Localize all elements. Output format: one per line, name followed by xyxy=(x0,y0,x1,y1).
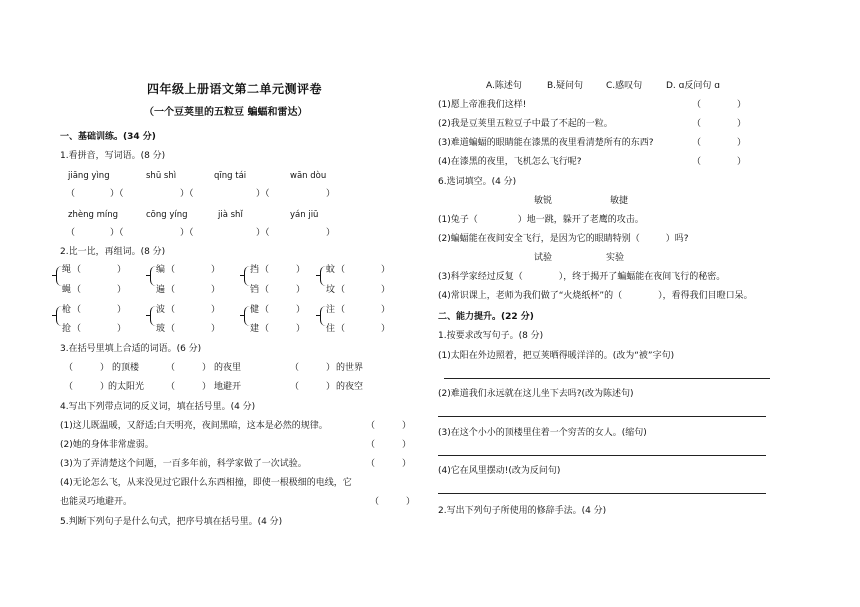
char: 住 xyxy=(326,324,336,334)
char: 铛 xyxy=(250,285,260,295)
rewrite-item-4: (4)它在风里摆动!(改为反问句) xyxy=(438,466,561,476)
answer-line[interactable] xyxy=(438,416,766,417)
pinyin: zhèng míng xyxy=(68,210,118,220)
q5-item-4: (4)在漆黑的夜里，飞机怎么飞行呢? xyxy=(438,157,582,167)
char: 坟 xyxy=(326,285,336,295)
word-choice: 敏锐 xyxy=(534,196,553,206)
q5-item-2: (2)我是豆荚里五粒豆子中最了不起的一粒。 xyxy=(438,119,613,129)
section-1-heading: 一、基础训练。(34 分) xyxy=(60,132,156,142)
rewrite-item-2: (2)难道我们永远就在这儿坐下去吗?(改为陈述句) xyxy=(438,389,634,399)
word-choice: 实验 xyxy=(606,253,625,263)
q6-item-2: (2)蝙蝠能在夜间安全飞行，是因为它的眼睛特别（ ）吗? xyxy=(438,234,689,244)
answer-blank[interactable]: （ ） xyxy=(370,497,416,507)
question-2: 2.比一比，再组词。(8 分) xyxy=(60,247,166,257)
answer-blank[interactable]: （ ） xyxy=(72,285,127,295)
q4-item-3: (3)为了弄清楚这个问题，一百多年前，科学家做了一次试验。 xyxy=(60,459,307,469)
char: 注 xyxy=(326,305,336,315)
q6-item-3: (3)科学家经过反复（ ），终于揭开了蝙蝠能在夜间飞行的秘密。 xyxy=(438,272,726,282)
word-choice: 敏捷 xyxy=(610,196,629,206)
answer-blank[interactable]: （ ） xyxy=(64,382,110,392)
rewrite-item-1: (1)太阳在外边照着，把豆荚晒得暖洋洋的。(改为“被”字句) xyxy=(438,351,675,361)
q4-item-2: (2)她的身体非常虚弱。 xyxy=(60,440,154,450)
page-title: 四年级上册语文第二单元测评卷 xyxy=(147,82,323,96)
answer-blank[interactable]: （ ） xyxy=(336,305,391,315)
pinyin: jiāng yìng xyxy=(68,171,110,181)
question-1: 1.看拼音，写词语。(8 分) xyxy=(60,151,166,161)
answer-blank[interactable]: （ ） xyxy=(72,305,127,315)
page-subtitle: （一个豆荚里的五粒豆 蝙蝠和雷达） xyxy=(144,107,308,118)
question-4: 4.写出下列带点词的反义词，填在括号里。(4 分) xyxy=(60,402,256,412)
section-2-heading: 二、能力提升。(22 分) xyxy=(438,312,534,322)
rewrite-question: 1.按要求改写句子。(8 分) xyxy=(438,331,544,341)
answer-blank[interactable]: （ ） xyxy=(366,421,412,431)
rewrite-item-3: (3)在这个小小的顶楼里住着一个穷苦的女人。(缩句) xyxy=(438,428,647,438)
answer-line[interactable] xyxy=(444,378,770,379)
char: 建 xyxy=(250,324,260,334)
option-a: A.陈述句 xyxy=(486,81,522,91)
answer-blank[interactable]: ）（ xyxy=(256,189,270,199)
option-b: B.疑问句 xyxy=(547,81,584,91)
char: 遍 xyxy=(156,285,166,295)
char: 蝇 xyxy=(62,285,72,295)
answer-blank[interactable]: （ ） xyxy=(692,100,747,110)
question-3: 3.在括号里填上合适的词语。(6 分) xyxy=(60,344,202,354)
char: 波 xyxy=(156,305,166,315)
q5-item-3: (3)难道蝙蝠的眼睛能在漆黑的夜里看清楚所有的东西? xyxy=(438,138,654,148)
pinyin: shū shì xyxy=(146,171,177,181)
option-c: C.感叹句 xyxy=(606,81,643,91)
answer-blank[interactable]: （ xyxy=(66,228,76,238)
fill-word: 的顶楼 xyxy=(112,363,140,373)
fill-word: 的夜空 xyxy=(336,382,364,392)
answer-blank[interactable]: （ ） xyxy=(336,285,391,295)
char: 健 xyxy=(250,305,260,315)
answer-blank[interactable]: （ ） xyxy=(166,305,221,315)
q4-item-1: (1)这儿既温暖，又舒适;白天明亮，夜间黑暗，这本是必然的规律。 xyxy=(60,421,328,431)
char: 抢 xyxy=(62,324,72,334)
answer-blank[interactable]: （ ） xyxy=(260,265,306,275)
answer-blank[interactable]: （ xyxy=(66,189,76,199)
question-6: 6.选词填空。(4 分) xyxy=(438,177,517,187)
option-d: D. ɑ反问句 ɑ xyxy=(666,81,720,91)
answer-blank[interactable]: ）（ xyxy=(180,189,194,199)
answer-blank[interactable]: （ ） xyxy=(692,119,747,129)
q6-item-4: (4)常识课上，老师为我们做了“火烧纸杯”的（ ），看得我们目瞪口呆。 xyxy=(438,291,753,301)
pinyin: cōng yíng xyxy=(146,210,188,220)
fill-word: 的夜里 xyxy=(214,363,242,373)
answer-blank[interactable]: ）（ xyxy=(256,228,270,238)
answer-blank[interactable]: （ ） xyxy=(366,440,412,450)
answer-blank[interactable]: （ ） xyxy=(692,157,747,167)
answer-blank[interactable]: （ ） xyxy=(290,363,336,373)
q5-item-1: (1)愿上帝准我们这样! xyxy=(438,100,527,110)
char: 编 xyxy=(156,265,166,275)
fill-word: 的世界 xyxy=(336,363,364,373)
q6-item-1: (1)兔子（ ）地一跳，躲开了老鹰的攻击。 xyxy=(438,215,644,225)
answer-blank[interactable]: ）（ xyxy=(110,228,124,238)
answer-blank[interactable]: （ ） xyxy=(166,285,221,295)
answer-blank[interactable]: （ ） xyxy=(166,324,221,334)
answer-blank[interactable]: （ ） xyxy=(166,382,212,392)
q4-item-4-cont: 也能灵巧地避开。 xyxy=(60,497,133,507)
answer-line[interactable] xyxy=(438,493,766,494)
answer-blank[interactable]: （ ） xyxy=(72,265,127,275)
answer-blank[interactable]: ）（ xyxy=(180,228,194,238)
pinyin: yán jiū xyxy=(290,210,319,220)
pinyin: jià shǐ xyxy=(218,210,243,220)
fill-word: 的太阳光 xyxy=(108,382,145,392)
rhetoric-question: 2.写出下列句子所使用的修辞手法。(4 分) xyxy=(438,506,607,516)
answer-blank[interactable]: （ ） xyxy=(166,363,212,373)
char: 绳 xyxy=(62,265,72,275)
word-choice: 试验 xyxy=(534,253,553,263)
answer-blank: ）（ xyxy=(110,189,124,199)
char: 挡 xyxy=(250,265,260,275)
answer-blank[interactable]: （ ） xyxy=(336,324,391,334)
answer-line[interactable] xyxy=(438,455,766,456)
char: 枪 xyxy=(62,305,72,315)
question-5: 5.判断下列句子是什么句式，把序号填在括号里。(4 分) xyxy=(60,517,283,527)
answer-blank[interactable]: （ ） xyxy=(166,265,221,275)
answer-blank[interactable]: （ ） xyxy=(260,324,306,334)
answer-blank[interactable]: （ ） xyxy=(72,324,127,334)
answer-blank[interactable]: ） xyxy=(326,228,336,238)
fill-word: 地避开 xyxy=(214,382,242,392)
answer-blank[interactable]: （ ） xyxy=(260,305,306,315)
q4-item-4: (4)无论怎么飞，从来没见过它跟什么东西相撞，即使一根极细的电线，它 xyxy=(60,478,352,488)
answer-blank[interactable]: （ ） xyxy=(260,285,306,295)
answer-blank[interactable]: ） xyxy=(326,189,336,199)
char: 蚊 xyxy=(326,265,336,275)
answer-blank[interactable]: （ ） xyxy=(64,363,110,373)
answer-blank[interactable]: （ ） xyxy=(366,459,412,469)
pinyin: qīng tái xyxy=(214,171,247,181)
answer-blank[interactable]: （ ） xyxy=(290,382,336,392)
char: 玻 xyxy=(156,324,166,334)
answer-blank[interactable]: （ ） xyxy=(692,138,747,148)
answer-blank[interactable]: （ ） xyxy=(336,265,391,275)
pinyin: wān dòu xyxy=(290,171,327,181)
